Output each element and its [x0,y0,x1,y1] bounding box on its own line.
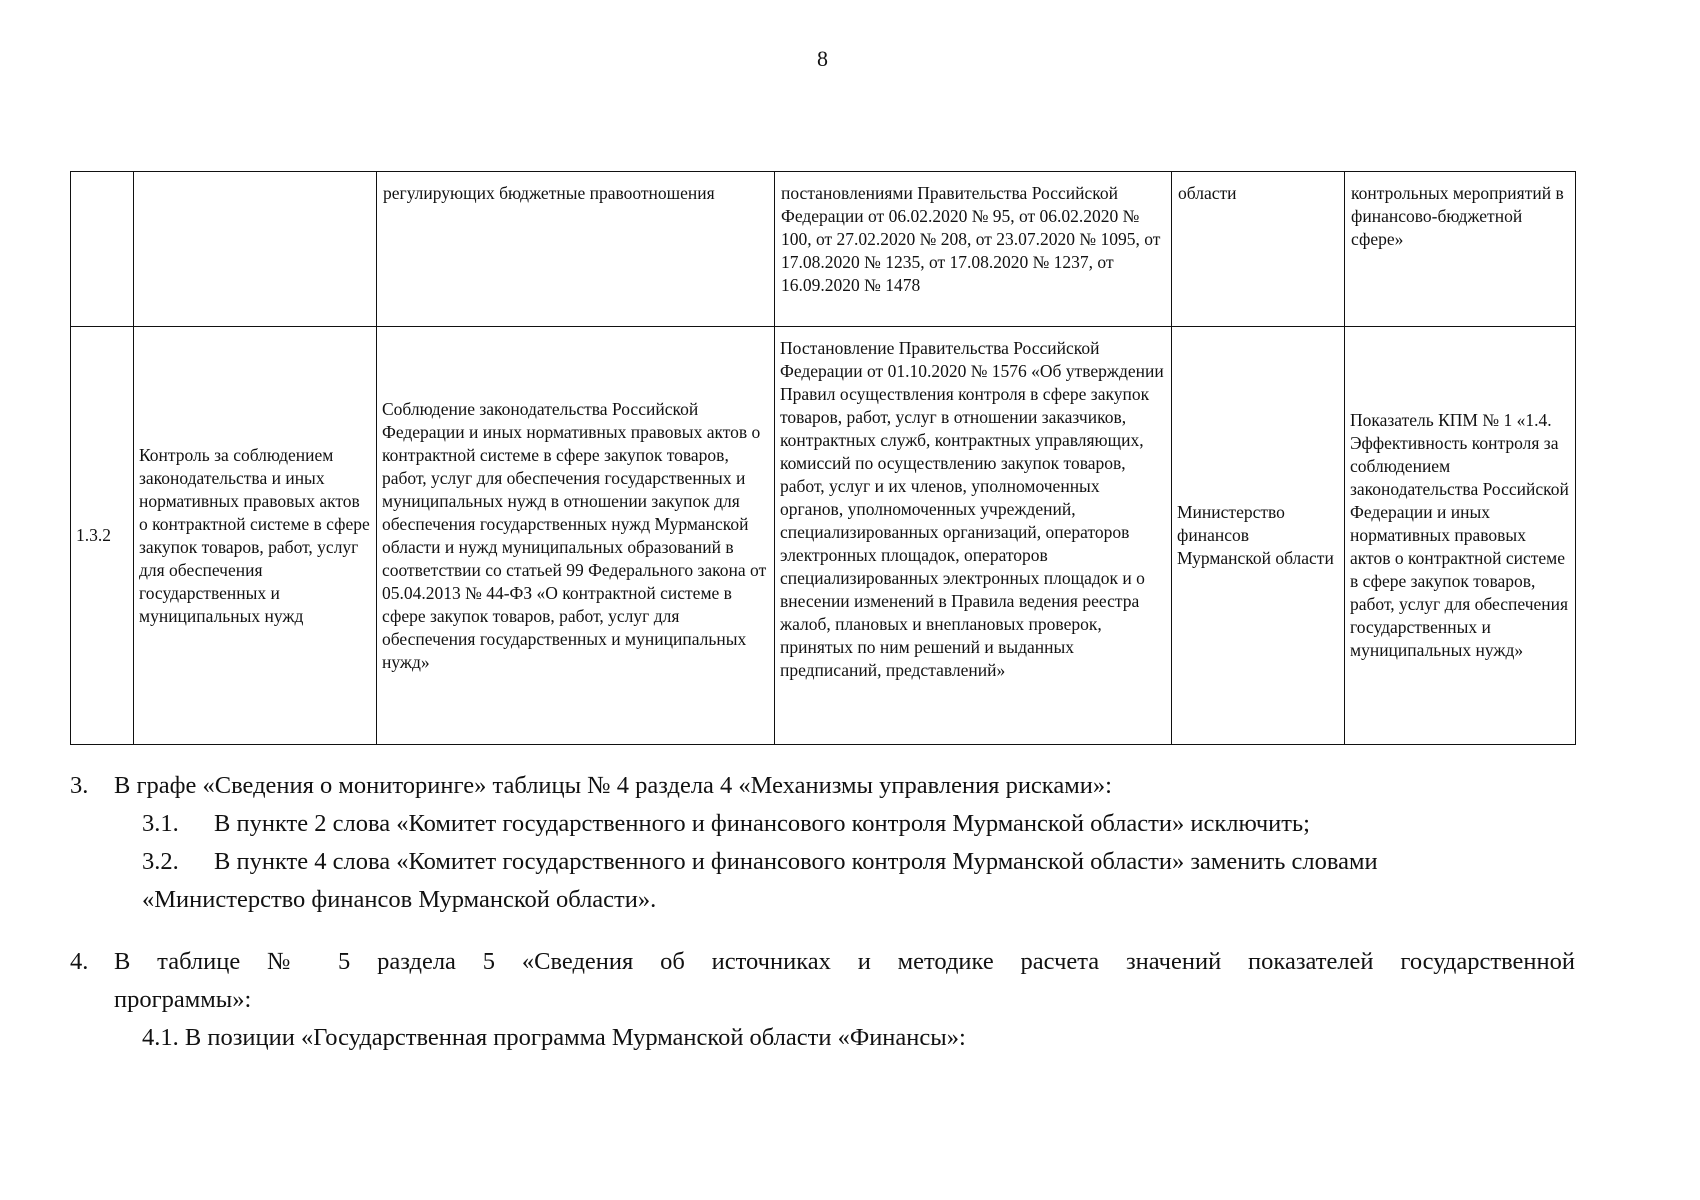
cell-number: 1.3.2 [71,327,134,745]
paragraph-4-1: 4.1. В позиции «Государственная программа Мурманской области «Финансы»: [142,1024,966,1051]
paragraph-3-2-number: 3.2. [142,848,179,875]
paragraph-4 [70,943,1575,1057]
paragraph-3-1-text: В пункте 2 слова «Комитет государственного и финансового контроля Мурманской области» исключить; [214,810,1310,837]
cell-indicator: контрольных мероприятий в финансово-бюджетной сфере» [1345,172,1576,327]
paragraph-3-heading [70,767,1575,805]
paragraph-4-continuation: программы»: [114,986,252,1013]
paragraph-4-heading [70,943,1575,981]
cell-executor: Министерство финансов Мурманской области [1172,327,1345,745]
paragraph-4-text: В таблице № 5 раздела 5 «Сведения об источниках и методике расчета значений показателей государственной [114,948,1575,975]
paragraph-3-text: В графе «Сведения о мониторинге» таблицы № 4 раздела 4 «Механизмы управления рисками»: [114,772,1112,799]
paragraph-3-2 [70,843,1575,881]
cell-npa: Постановление Правительства Российской Федерации от 01.10.2020 № 1576 «Об утверждении Правил осуществления контроля в сфере закупок товаров, работ, услуг в отношении заказчиков, контрактных служб, контрактных управляющих, комиссий по осуществлению закупок товаров, работ, услуг и их членов, уполномоченных органов, уполномоченных учреждений, специализированных организаций, операторов электронных площадок, операторов специализированных электронных площадок и о внесении изменений в Правила ведения реестра жалоб, плановых и внеплановых проверок, принятых по ним решений и выданных предписаний, представлений» [775,327,1172,745]
paragraph-4-number: 4. [70,948,89,975]
paragraph-3-1 [70,805,1575,843]
table-row-continuation [71,172,1576,327]
cell-event: Контроль за соблюдением законодательства и иных нормативных правовых актов о контрактной системе в сфере закупок товаров, работ, услуг для обеспечения государственных и муниципальных нужд [134,327,377,745]
cell-executor: области [1172,172,1345,327]
cell-npa: постановлениями Правительства Российской Федерации от 06.02.2020 № 95, от 06.02.2020 № 100, от 27.02.2020 № 208, от 23.07.2020 № 1095, от 17.08.2020 № 1235, от 17.08.2020 № 1237, от 16.09.2020 № 1478 [775,172,1172,327]
measures-table [70,171,1576,745]
paragraph-3-1-number: 3.1. [142,810,179,837]
cell-number [71,172,134,327]
cell-indicator: Показатель КПМ № 1 «1.4. Эффективность контроля за соблюдением законодательства Российской Федерации и иных нормативных правовых актов о контрактной системе в сфере закупок товаров, работ, услуг для обеспечения государственных и муниципальных нужд» [1345,327,1576,745]
table-row-1-3-2 [71,327,1576,745]
page-number: 8 [817,46,828,71]
paragraph-3-number: 3. [70,772,89,799]
paragraph-3 [70,767,1575,919]
paragraph-3-2-continuation: «Министерство финансов Мурманской области». [142,886,657,913]
cell-subject: Соблюдение законодательства Российской Федерации и иных нормативных правовых актов о контрактной системе в сфере закупок товаров, работ, услуг для обеспечения государственных и муниципальных нужд в отношении закупок для обеспечения государственных нужд Мурманской области и нужд муниципальных образований в соответствии со статьей 99 Федерального закона от 05.04.2013 № 44-ФЗ «О контрактной системе в сфере закупок товаров, работ, услуг для обеспечения государственных и муниципальных нужд» [377,327,775,745]
cell-subject: регулирующих бюджетные правоотношения [377,172,775,327]
cell-event [134,172,377,327]
paragraph-3-2-text: В пункте 4 слова «Комитет государственного и финансового контроля Мурманской области» заменить словами [214,848,1378,875]
